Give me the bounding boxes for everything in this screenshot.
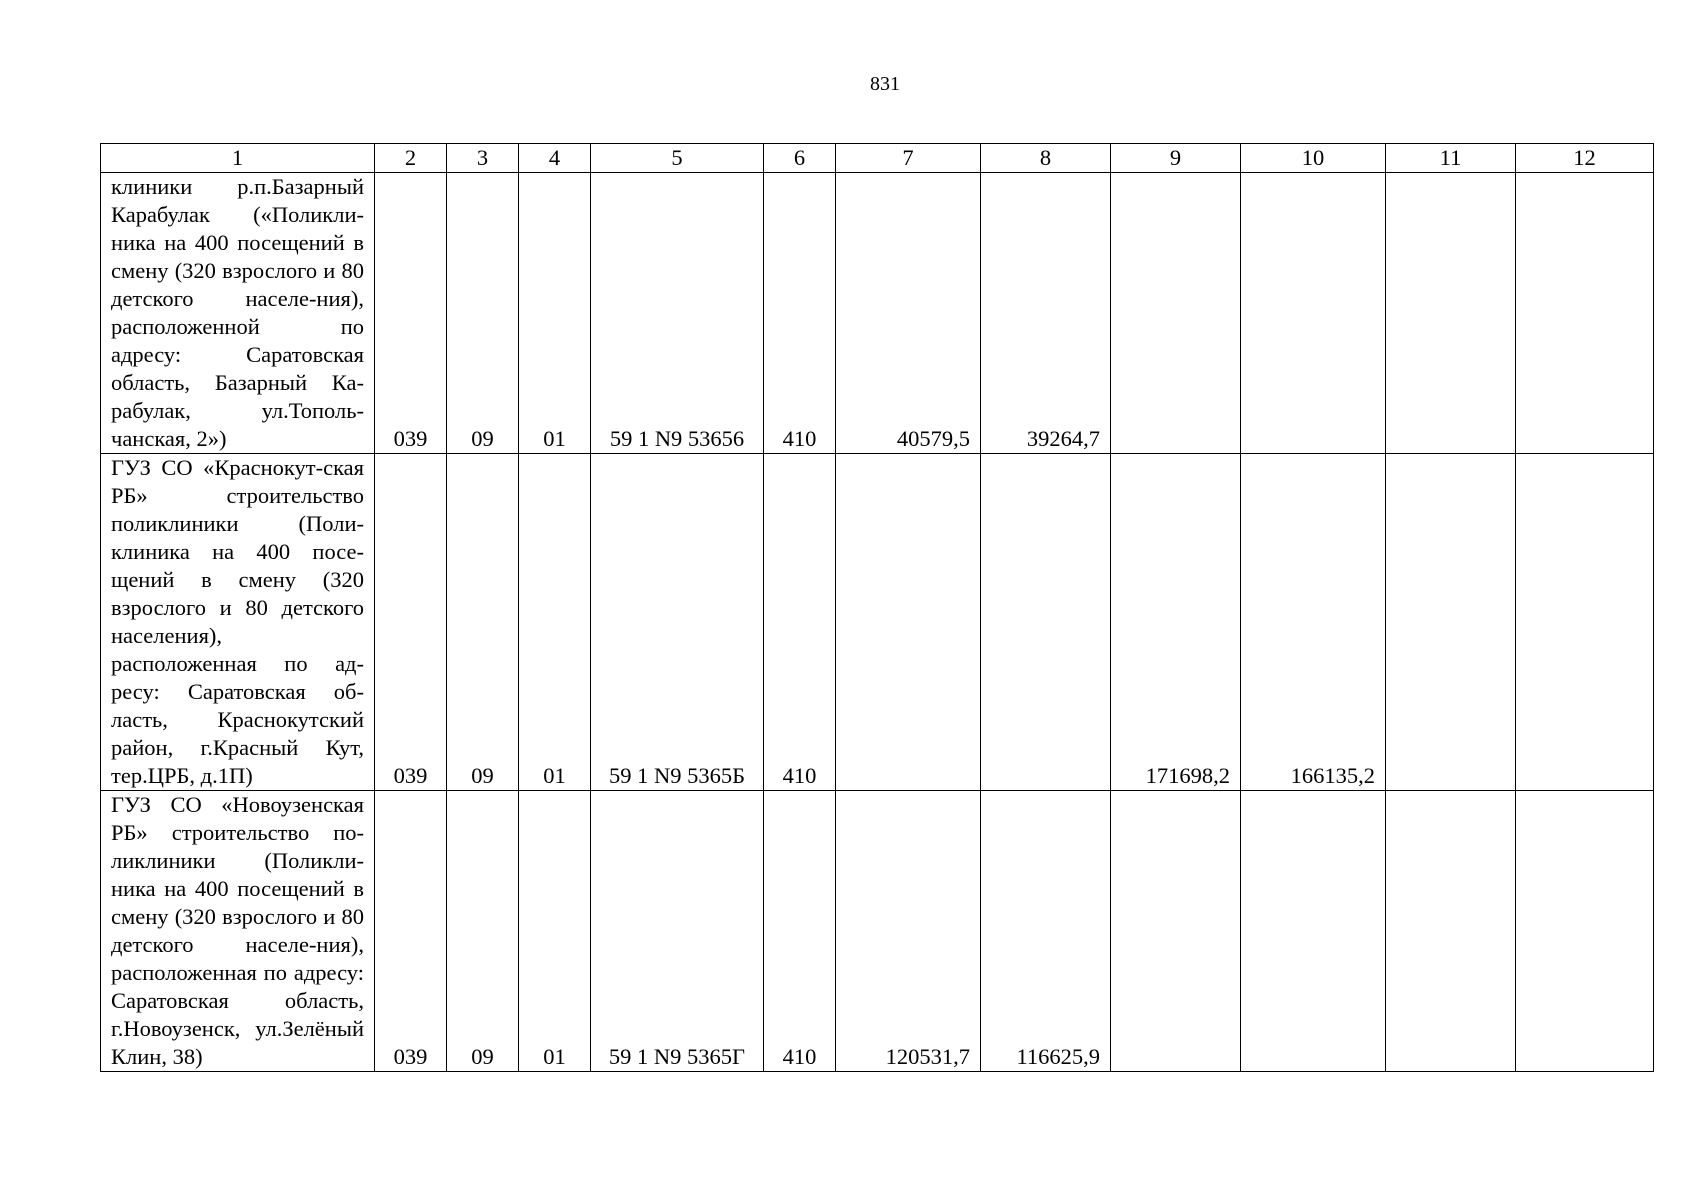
cell-col2: 039: [375, 454, 447, 791]
cell-col2: 039: [375, 173, 447, 454]
row-description: ГУЗ СО «Краснокут-ская РБ» строительство поликлиники (Поли-клиника на 400 посе-щений в смену (320 взрослого и 80 детского населения), расположенная по ад-ресу: Саратовская об-ласть, Краснокутский район, г.Красный Кут, тер.ЦРБ, д.1П): [101, 454, 375, 791]
cell-col6: 410: [764, 173, 836, 454]
column-header: 6: [764, 144, 836, 173]
cell-col8: 39264,7: [981, 173, 1111, 454]
cell-col12: [1516, 454, 1654, 791]
cell-col9: [1111, 791, 1241, 1072]
cell-col11: [1386, 791, 1516, 1072]
table-row: [101, 454, 1654, 791]
cell-col7: 120531,7: [836, 791, 981, 1072]
column-header: 12: [1516, 144, 1654, 173]
cell-col12: [1516, 173, 1654, 454]
column-header: 7: [836, 144, 981, 173]
table-header-row: [101, 144, 1654, 173]
cell-col10: [1241, 791, 1386, 1072]
table-row: [101, 791, 1654, 1072]
cell-col11: [1386, 454, 1516, 791]
cell-col4: 01: [519, 454, 591, 791]
column-header: 1: [101, 144, 375, 173]
cell-col7: [836, 454, 981, 791]
cell-col6: 410: [764, 791, 836, 1072]
cell-col3: 09: [447, 791, 519, 1072]
cell-col10: [1241, 173, 1386, 454]
row-description: клиники р.п.Базарный Карабулак («Поликли-ника на 400 посещений в смену (320 взрослого и 80 детского населе-ния), расположенной по адресу: Саратовская область, Базарный Ка-рабулак, ул.Тополь-чанская, 2»): [101, 173, 375, 454]
cell-col3: 09: [447, 454, 519, 791]
column-header: 8: [981, 144, 1111, 173]
cell-col8: 116625,9: [981, 791, 1111, 1072]
cell-col5: 59 1 N9 53656: [591, 173, 764, 454]
cell-col2: 039: [375, 791, 447, 1072]
cell-col5: 59 1 N9 5365Б: [591, 454, 764, 791]
budget-table: [100, 143, 1654, 1072]
column-header: 9: [1111, 144, 1241, 173]
cell-col7: 40579,5: [836, 173, 981, 454]
column-header: 5: [591, 144, 764, 173]
table-row: [101, 173, 1654, 454]
column-header: 4: [519, 144, 591, 173]
cell-col12: [1516, 791, 1654, 1072]
column-header: 2: [375, 144, 447, 173]
column-header: 11: [1386, 144, 1516, 173]
cell-col8: [981, 454, 1111, 791]
cell-col9: 171698,2: [1111, 454, 1241, 791]
cell-col6: 410: [764, 454, 836, 791]
column-header: 10: [1241, 144, 1386, 173]
cell-col9: [1111, 173, 1241, 454]
cell-col5: 59 1 N9 5365Г: [591, 791, 764, 1072]
cell-col4: 01: [519, 173, 591, 454]
cell-col3: 09: [447, 173, 519, 454]
cell-col11: [1386, 173, 1516, 454]
page-number: 831: [870, 73, 900, 95]
row-description: ГУЗ СО «Новоузенская РБ» строительство по-ликлиники (Поликли-ника на 400 посещений в смену (320 взрослого и 80 детского населе-ния), расположенная по адресу: Саратовская область, г.Новоузенск, ул.Зелёный Клин, 38): [101, 791, 375, 1072]
cell-col10: 166135,2: [1241, 454, 1386, 791]
column-header: 3: [447, 144, 519, 173]
cell-col4: 01: [519, 791, 591, 1072]
